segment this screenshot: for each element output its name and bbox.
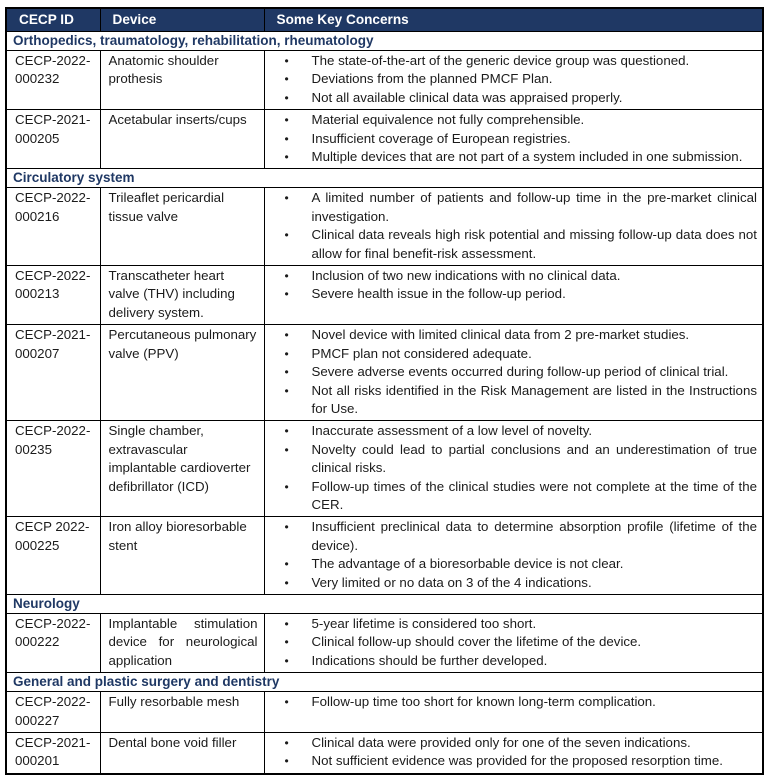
section-row bbox=[6, 169, 763, 188]
concern-text: Not all available clinical data was appraised properly. bbox=[311, 89, 623, 105]
bullet-icon bbox=[285, 518, 289, 536]
cecp-id-cell: CECP-2022-000222 bbox=[6, 613, 100, 672]
bullet-icon bbox=[285, 633, 289, 651]
bullet-icon bbox=[285, 189, 289, 207]
device-concerns-table bbox=[5, 7, 764, 775]
concern-item bbox=[265, 70, 758, 88]
concern-text: Severe health issue in the follow-up period. bbox=[311, 286, 566, 302]
table-row bbox=[6, 421, 763, 517]
concern-item bbox=[265, 693, 758, 711]
device-cell: Single chamber, extravascular implantable cardioverter defibrillator (ICD) bbox=[100, 421, 264, 517]
concern-item bbox=[265, 382, 758, 419]
bullet-icon bbox=[285, 267, 289, 285]
table-row bbox=[6, 51, 763, 110]
concern-item bbox=[265, 285, 758, 303]
concern-text: Inaccurate assessment of a low level of novelty. bbox=[311, 423, 593, 439]
bullet-icon bbox=[285, 285, 289, 303]
table-row bbox=[6, 266, 763, 325]
concern-text: Not all risks identified in the Risk Management are listed in the Instructions for Use. bbox=[311, 382, 757, 416]
column-header-device: Device bbox=[100, 8, 264, 32]
cecp-id-cell: CECP-2022-00235 bbox=[6, 421, 100, 517]
concern-item bbox=[265, 422, 758, 440]
cecp-id-cell: CECP-2021-000201 bbox=[6, 733, 100, 774]
concerns-cell bbox=[264, 421, 763, 517]
concern-text: Insufficient coverage of European registries. bbox=[311, 130, 571, 146]
table-row bbox=[6, 188, 763, 266]
bullet-icon bbox=[285, 148, 289, 166]
bullet-icon bbox=[285, 130, 289, 148]
concern-item bbox=[265, 111, 758, 129]
concern-text: A limited number of patients and follow-up time in the pre-market clinical investigation. bbox=[311, 190, 757, 224]
cecp-id-cell: CECP 2022-000225 bbox=[6, 517, 100, 595]
cecp-id-cell: CECP-2021-000205 bbox=[6, 110, 100, 169]
concern-text: Inclusion of two new indications with no clinical data. bbox=[311, 268, 621, 284]
section-row bbox=[6, 594, 763, 613]
bullet-icon bbox=[285, 345, 289, 363]
concerns-cell bbox=[264, 51, 763, 110]
bullet-icon bbox=[285, 574, 289, 592]
bullet-icon bbox=[285, 441, 289, 459]
concern-item bbox=[265, 130, 758, 148]
bullet-icon bbox=[285, 363, 289, 381]
bullet-icon bbox=[285, 226, 289, 244]
device-cell: Trileaflet pericardial tissue valve bbox=[100, 188, 264, 266]
bullet-icon bbox=[285, 615, 289, 633]
table-row bbox=[6, 692, 763, 733]
concern-item bbox=[265, 326, 758, 344]
bullet-icon bbox=[285, 52, 289, 70]
concern-item bbox=[265, 363, 758, 381]
table-row bbox=[6, 733, 763, 774]
table-row bbox=[6, 325, 763, 421]
concern-item bbox=[265, 345, 758, 363]
device-cell: Iron alloy bioresorbable stent bbox=[100, 517, 264, 595]
bullet-icon bbox=[285, 111, 289, 129]
table-header-row bbox=[6, 8, 763, 32]
concern-text: Not sufficient evidence was provided for the proposed resorption time. bbox=[311, 753, 723, 769]
cecp-id-cell: CECP-2022-000213 bbox=[6, 266, 100, 325]
device-cell: Implantable stimulation device for neurological application bbox=[100, 613, 264, 672]
section-row bbox=[6, 673, 763, 692]
column-header-key-concerns: Some Key Concerns bbox=[264, 8, 763, 32]
cecp-id-cell: CECP-2022-000216 bbox=[6, 188, 100, 266]
bullet-icon bbox=[285, 555, 289, 573]
concern-item bbox=[265, 226, 758, 263]
bullet-icon bbox=[285, 734, 289, 752]
concerns-cell bbox=[264, 188, 763, 266]
concern-item bbox=[265, 734, 758, 752]
table-row bbox=[6, 517, 763, 595]
section-header: General and plastic surgery and dentistry bbox=[6, 673, 763, 692]
concerns-cell bbox=[264, 110, 763, 169]
concern-text: The advantage of a bioresorbable device is not clear. bbox=[311, 556, 624, 572]
concern-text: Deviations from the planned PMCF Plan. bbox=[311, 71, 553, 87]
table-row bbox=[6, 110, 763, 169]
cecp-id-cell: CECP-2022-000227 bbox=[6, 692, 100, 733]
device-cell: Anatomic shoulder prothesis bbox=[100, 51, 264, 110]
bullet-icon bbox=[285, 478, 289, 496]
concern-item bbox=[265, 752, 758, 770]
concern-item bbox=[265, 89, 758, 107]
concern-text: Follow-up times of the clinical studies were not complete at the time of the CER. bbox=[311, 478, 757, 512]
bullet-icon bbox=[285, 693, 289, 711]
concern-item bbox=[265, 615, 758, 633]
bullet-icon bbox=[285, 652, 289, 670]
bullet-icon bbox=[285, 422, 289, 440]
bullet-icon bbox=[285, 89, 289, 107]
device-cell: Transcatheter heart valve (THV) including delivery system. bbox=[100, 266, 264, 325]
concern-item bbox=[265, 652, 758, 670]
section-header: Neurology bbox=[6, 594, 763, 613]
concern-item bbox=[265, 478, 758, 515]
concern-item bbox=[265, 633, 758, 651]
column-header-cecp-id: CECP ID bbox=[6, 8, 100, 32]
device-cell: Fully resorbable mesh bbox=[100, 692, 264, 733]
concern-item bbox=[265, 148, 758, 166]
bullet-icon bbox=[285, 70, 289, 88]
concern-text: Indications should be further developed. bbox=[311, 652, 548, 668]
bullet-icon bbox=[285, 382, 289, 400]
concern-text: Clinical follow-up should cover the lifetime of the device. bbox=[311, 634, 642, 650]
device-cell: Acetabular inserts/cups bbox=[100, 110, 264, 169]
concern-item bbox=[265, 52, 758, 70]
concerns-cell bbox=[264, 733, 763, 774]
table-row bbox=[6, 613, 763, 672]
bullet-icon bbox=[285, 752, 289, 770]
concern-item bbox=[265, 555, 758, 573]
concern-text: The state-of-the-art of the generic device group was questioned. bbox=[311, 53, 690, 68]
section-row bbox=[6, 32, 763, 51]
concerns-cell bbox=[264, 266, 763, 325]
concern-text: Clinical data were provided only for one of the seven indications. bbox=[311, 735, 691, 750]
concerns-cell bbox=[264, 517, 763, 595]
device-cell: Percutaneous pulmonary valve (PPV) bbox=[100, 325, 264, 421]
cecp-id-cell: CECP-2022-000232 bbox=[6, 51, 100, 110]
device-cell: Dental bone void filler bbox=[100, 733, 264, 774]
table-body bbox=[6, 32, 763, 774]
concerns-cell bbox=[264, 692, 763, 733]
concern-text: Novelty could lead to partial conclusions and an underestimation of true clinical risks. bbox=[311, 441, 757, 476]
concerns-cell bbox=[264, 325, 763, 421]
concern-text: Insufficient preclinical data to determine absorption profile (lifetime of the device). bbox=[311, 519, 757, 553]
concern-item bbox=[265, 267, 758, 285]
concern-item bbox=[265, 574, 758, 592]
concern-text: PMCF plan not considered adequate. bbox=[311, 345, 532, 361]
concern-text: Multiple devices that are not part of a system included in one submission. bbox=[311, 149, 743, 165]
concern-item bbox=[265, 189, 758, 226]
bullet-icon bbox=[285, 326, 289, 344]
concern-text: Follow-up time too short for known long-term complication. bbox=[311, 694, 656, 710]
concerns-cell bbox=[264, 613, 763, 672]
concern-item bbox=[265, 441, 758, 478]
section-header: Circulatory system bbox=[6, 169, 763, 188]
concern-text: Material equivalence not fully comprehensible. bbox=[311, 112, 585, 128]
concern-text: Clinical data reveals high risk potential and missing follow-up data does not allow for final benefit-risk assessment. bbox=[311, 227, 757, 261]
concern-item bbox=[265, 518, 758, 555]
concern-text: Very limited or no data on 3 of the 4 indications. bbox=[311, 574, 592, 590]
concern-text: Severe adverse events occurred during follow-up period of clinical trial. bbox=[311, 364, 729, 380]
concern-text: 5-year lifetime is considered too short. bbox=[311, 615, 537, 631]
cecp-id-cell: CECP-2021-000207 bbox=[6, 325, 100, 421]
concern-text: Novel device with limited clinical data from 2 pre-market studies. bbox=[311, 327, 690, 343]
section-header: Orthopedics, traumatology, rehabilitation, rheumatology bbox=[6, 32, 763, 51]
